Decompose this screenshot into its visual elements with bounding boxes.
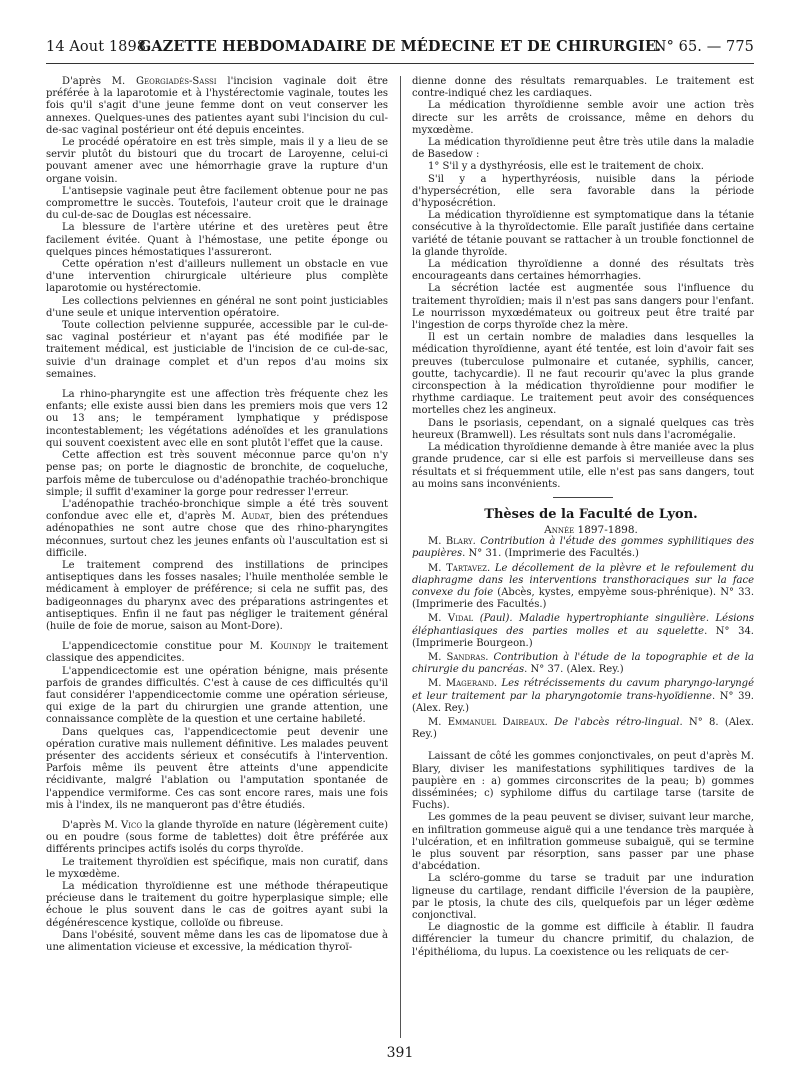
thesis-details: . N° 31. (Imprimerie des Facultés.) xyxy=(462,548,639,560)
paragraph-text: La médication thyroïdienne est une méthode thérapeutique précieuse dans le traitement du goitre hyperplasique simple; elle échoue le plus souvent dans le cas de goitres ayant subi la dégénérescence kystique, colloïde ou fibreuse. xyxy=(46,881,388,929)
paragraph-text: Le procédé opératoire en est très simple, mais il y a lieu de se servir plutôt du bistouri que du trocart de Laroyenne, celui-ci pouvant amener avec une hémorrhagie grave la rupture d'un organe voisin. xyxy=(46,137,388,185)
paragraph-text: L'appendicectomie constitue pour M. xyxy=(62,641,270,653)
paragraph xyxy=(46,76,388,137)
author-name: Vico xyxy=(120,819,143,831)
thesis-entry xyxy=(412,717,754,741)
thesis-author: Blary xyxy=(445,536,473,548)
thesis-author: Magerand xyxy=(445,678,494,690)
paragraph: La médication thyroïdienne demande à être maniée avec la plus grande prudence, car si elle est parfois si merveilleuse dans ses résultats et si fréquemment utile, elle n'est pas sans dangers, tout au moins sans inconvénients. xyxy=(412,442,754,490)
author-name: Audat xyxy=(241,511,270,523)
paragraph-text: Les collections pelviennes en général ne sont point justiciables d'une seule et unique intervention opératoire. xyxy=(46,295,388,319)
paragraph-text: Le traitement comprend des instillations de principes antiseptiques dans les fosses nasales; l'huile mentholée semble le médicament à employer de préférence; si cela ne suffit pas, des badigeonnages du pharynx avec des préparations astringentes et antiseptiques. Enfin il ne faut pas négliger le traitement général (huile de foie de morue, saison au Mont-Dore). xyxy=(46,559,388,632)
author-name: Georgiadès-Sassi xyxy=(136,76,217,87)
thesis-details: . N° 39. (Alex. Rey.) xyxy=(412,690,754,714)
paragraph-text: Cette opération n'est d'ailleurs nullement un obstacle en vue d'une intervention chirurgicale ultérieure plus complète laparotomie ou hystérectomie. xyxy=(46,259,388,295)
paragraph xyxy=(46,930,388,954)
paragraph xyxy=(46,666,388,727)
paragraph-text: l'incision vaginale doit être préférée à la laparotomie et à l'hystérectomie vaginale, toutes les fois qu'il s'agit d'une jeune femme dont on veut conserver les annexes. Quelques-unes des patientes ayant subi l'incision du cul-de-sac vaginal postérieur ont été depuis enceintes. xyxy=(46,76,388,136)
paragraph-text: D'après M. xyxy=(62,819,121,831)
paragraph-text: L'appendicectomie est une opération bénigne, mais présente parfois de grandes difficultés. C'est à cause de ces difficultés qu'il faut considérer l'appendicectomie comme une opération sérieuse, qui exige de la part du chirurgien une grande attention, une connaissance complète de la question et une certaine habileté. xyxy=(46,665,388,726)
thesis-details: . N° 8. (Alex. Rey.) xyxy=(412,716,754,741)
paragraph xyxy=(46,137,388,186)
paragraph-text: Toute collection pelvienne suppurée, accessible par le cul-de-sac vaginal postérieur et n'ayant pas été modifiée par le traitement médical, est justiciable de l'incision de ce cul-de-sac, suivie d'un drainage complet et d'un repos d'au moins six semaines. xyxy=(46,320,388,380)
thesis-author: Emmanuel Daireaux xyxy=(447,716,545,728)
paragraph: La médication thyroïdienne peut être très utile dans la maladie de Basedow : xyxy=(412,137,754,161)
thesis-prefix: M. xyxy=(428,651,447,663)
paragraph xyxy=(46,296,388,320)
paragraph: dienne donne des résultats remarquables. Le traitement est contre-indiqué chez les cardiaques. xyxy=(412,76,754,100)
thesis-author: Tartavez xyxy=(446,562,487,574)
left-column xyxy=(46,76,388,1038)
paragraph-text: le traitement classique des appendicites. xyxy=(46,641,388,665)
paragraph: Laissant de côté les gommes conjonctivales, on peut d'après M. Blary, diviser les manifestations syphilitiques tardives de la paupière en : a) gommes circonscrites de la peau; b) gommes disséminées; c) syphilome diffus du cartilage tarse (tarsite de Fuchs). xyxy=(412,751,754,812)
paragraph: Les gommes de la peau peuvent se diviser, suivant leur marche, en infiltration gommeuse aiguë qui a une tendance très marquée à l'ulcération, et en infiltration gommeuse subaiguë, qui se termine le plus souvent par résorption, sans passer par une phase d'abcédation. xyxy=(412,812,754,873)
paragraph xyxy=(46,857,388,881)
header-rule xyxy=(46,63,754,64)
paragraph: La sécrétion lactée est augmentée sous l'influence du traitement thyroïdien; mais il n'est pas sans dangers pour l'enfant. Le nourrisson myxœdémateux ou goitreux peut être traité par l'ingestion de corps thyroïde chez la mère. xyxy=(412,283,754,332)
paragraph-text: L'adénopathie trachéo-bronchique simple a été très souvent confondue avec elle et, d'après M. xyxy=(46,498,388,523)
thesis-author: Sandras xyxy=(446,651,486,663)
paragraph-text: La rhino-pharyngite est une affection très fréquente chez les enfants; elle existe aussi bien dans les premiers mois que vers 12 ou 13 ans; le tempérament lymphatique y prédispose incontestablement; les végétations adénoïdes et les granulations qui souvent coexistent avec elle en sont plutôt l'effet que la cause. xyxy=(46,389,388,449)
thesis-prefix: M. xyxy=(428,613,448,625)
column-divider xyxy=(400,76,401,1038)
paragraph-text: la glande thyroïde en nature (légèrement cuite) ou en poudre (sous forme de tablettes) doit être préférée aux différents principes actifs isolés du corps thyroïde. xyxy=(46,819,388,856)
paragraph: La médication thyroïdienne a donné des résultats très encourageants dans certaines hémorrhagies. xyxy=(412,259,754,283)
running-header xyxy=(46,36,754,58)
closing-paragraphs xyxy=(412,751,754,958)
thesis-author: Vidal xyxy=(447,613,474,625)
paragraph-text: Dans l'obésité, souvent même dans les cas de lipomatose due à une alimentation vicieuse et excessive, la médication thyroï- xyxy=(46,929,388,954)
paragraph-text: La blessure de l'artère utérine et des uretères peut être facilement évitée. Quant à l'hémostase, une petite éponge ou quelques pinces hémostatiques l'assureront. xyxy=(46,222,388,258)
thesis-prefix: M. xyxy=(428,678,446,690)
journal-page xyxy=(46,36,754,1066)
thesis-details: . N° 34. (Imprimerie Bourgeon.) xyxy=(412,625,754,649)
paragraph-text: D'après M. xyxy=(62,76,136,87)
paragraph xyxy=(46,881,388,930)
thesis-entry xyxy=(412,678,754,715)
paragraph xyxy=(46,560,388,633)
theses-title: Thèses de la Faculté de Lyon. xyxy=(484,506,698,522)
paragraph xyxy=(46,259,388,296)
paragraph xyxy=(46,450,388,499)
paragraph xyxy=(46,641,388,665)
paragraph: La médication thyroïdienne semble avoir une action très directe sur les arrêts de croissance, même en dehors du myxœdème. xyxy=(412,100,754,136)
thesis-entry xyxy=(412,613,754,650)
thesis-title: (Paul). Maladie hypertrophiante singulière. Lésions éléphantiasiques des parties molles et au squelette xyxy=(412,613,754,637)
thesis-title: . Le décollement de la plèvre et le refoulement du diaphragme dans les interventions transthoraciques sur la face convexe du foie xyxy=(412,562,754,598)
paragraph xyxy=(46,222,388,259)
paragraph-text: Le traitement thyroïdien est spécifique, mais non curatif, dans le myxœdème. xyxy=(46,856,388,880)
paragraph xyxy=(46,389,388,450)
author-name: Kouindjy xyxy=(269,641,311,653)
paragraph xyxy=(46,186,388,223)
paragraph-text: L'antisepsie vaginale peut être facilement obtenue pour ne pas compromettre le succès. Toutefois, l'auteur croit que le drainage du cul-de-sac de Douglas est nécessaire. xyxy=(46,185,388,222)
thesis-entry xyxy=(412,652,754,676)
paragraph xyxy=(46,820,388,857)
right-column xyxy=(412,76,754,1038)
issue-number: N° 65. — 775 xyxy=(653,39,754,55)
thesis-entry xyxy=(412,536,754,560)
thesis-prefix: M. xyxy=(428,716,448,728)
thesis-title: . Contribution à l'étude de la topographie et de la chirurgie du pancréas xyxy=(412,651,754,676)
paragraph: La médication thyroïdienne est symptomatique dans la tétanie consécutive à la thyroïdectomie. Elle paraît justifiée dans certaine variété de tétanie pouvant se rattacher à un trouble fonctionnel de la glande thyroïde. xyxy=(412,210,754,258)
paragraph: La scléro-gomme du tarse se traduit par une induration ligneuse du cartilage, rendant difficile l'éversion de la paupière, par le ptosis, la chute des cils, quelquefois par un léger œdème conjonctival. xyxy=(412,873,754,921)
thesis-prefix: M. xyxy=(428,562,447,574)
thesis-title: . Contribution à l'étude des gommes syphilitiques des paupières xyxy=(412,536,754,560)
paragraph xyxy=(46,499,388,560)
theses-year xyxy=(412,524,754,536)
paragraph-text: Cette affection est très souvent méconnue parce qu'on n'y pense pas; on porte le diagnostic de bronchite, de coqueluche, parfois même de tuberculose ou d'adénopathie trachéo-bronchique simple; il suffit d'examiner la gorge pour redresser l'erreur. xyxy=(46,450,388,498)
page-number: 391 xyxy=(386,1045,414,1061)
paragraph xyxy=(46,727,388,812)
thesis-title: . Les rétrécissements du cavum pharyngo-laryngé et leur traitement par la pharyngotomie trans-hyoïdienne xyxy=(412,678,754,702)
paragraph xyxy=(46,320,388,381)
thesis-list xyxy=(412,536,754,741)
thesis-prefix: M. xyxy=(428,536,446,548)
thesis-title: . De l'abcès rétro-lingual xyxy=(544,716,680,728)
paragraph: Il est un certain nombre de maladies dans lesquelles la médication thyroïdienne, ayant été tentée, est loin d'avoir fait ses preuves (tuberculose pulmonaire et cutanée, syphilis, cancer, goutte, tachycardie). Il ne faut recourir qu'avec la plus grande circonspection à la médication thyroïdienne pour modifier le rhythme cardiaque. Le traitement peut avoir des conséquences mortelles chez les angineux. xyxy=(412,332,754,417)
paragraph: 1° S'il y a dysthyréosis, elle est le traitement de choix. xyxy=(428,161,704,173)
journal-title: GAZETTE HEBDOMADAIRE DE MÉDECINE ET DE CHIRURGIE. xyxy=(138,38,662,55)
paragraph: Le diagnostic de la gomme est difficile à établir. Il faudra différencier la tumeur du chancre primitif, du chalazion, de l'épithélioma, du lupus. La coexistence ou les reliquats de cer- xyxy=(412,922,754,958)
thesis-details: (Abcès, kystes, empyème sous-phrénique). N° 33. (Imprimerie des Facultés.) xyxy=(412,586,754,611)
right-column-paragraphs xyxy=(412,76,754,491)
paragraph: Dans le psoriasis, cependant, on a signalé quelques cas très heureux (Bramwell). Les résultats sont nuls dans l'acromégalie. xyxy=(412,417,754,441)
paragraph: S'il y a hyperthyréosis, nuisible dans la période d'hypersécrétion, elle sera favorable dans la période d'hyposécrétion. xyxy=(412,173,754,210)
thesis-entry xyxy=(412,563,754,612)
paragraph-text: , bien des prétendues adénopathies ne sont autre chose que des rhino-pharyngites méconnues, surtout chez les jeunes enfants où l'auscultation est si difficile. xyxy=(46,511,388,559)
thesis-details: . N° 37. (Alex. Rey.) xyxy=(524,664,624,676)
theses-year-text: Année 1897-1898. xyxy=(544,523,638,536)
paragraph-text: Dans quelques cas, l'appendicectomie peut devenir une opération curative mais nullement définitive. Les malades peuvent présenter des accidents sérieux et consécutifs à l'intervention. Parfois même ils peuvent être atteints d'une appendicite récidivante, malgré l'ablation ou l'amputation spontanée de l'appendice vermiforme. Ces cas sont encore rares, mais une fois mis à l'index, ils ne manqueront pas d'être étudiés. xyxy=(46,726,388,811)
section-separator xyxy=(553,497,613,498)
issue-date: 14 Aout 1898. xyxy=(46,39,151,55)
